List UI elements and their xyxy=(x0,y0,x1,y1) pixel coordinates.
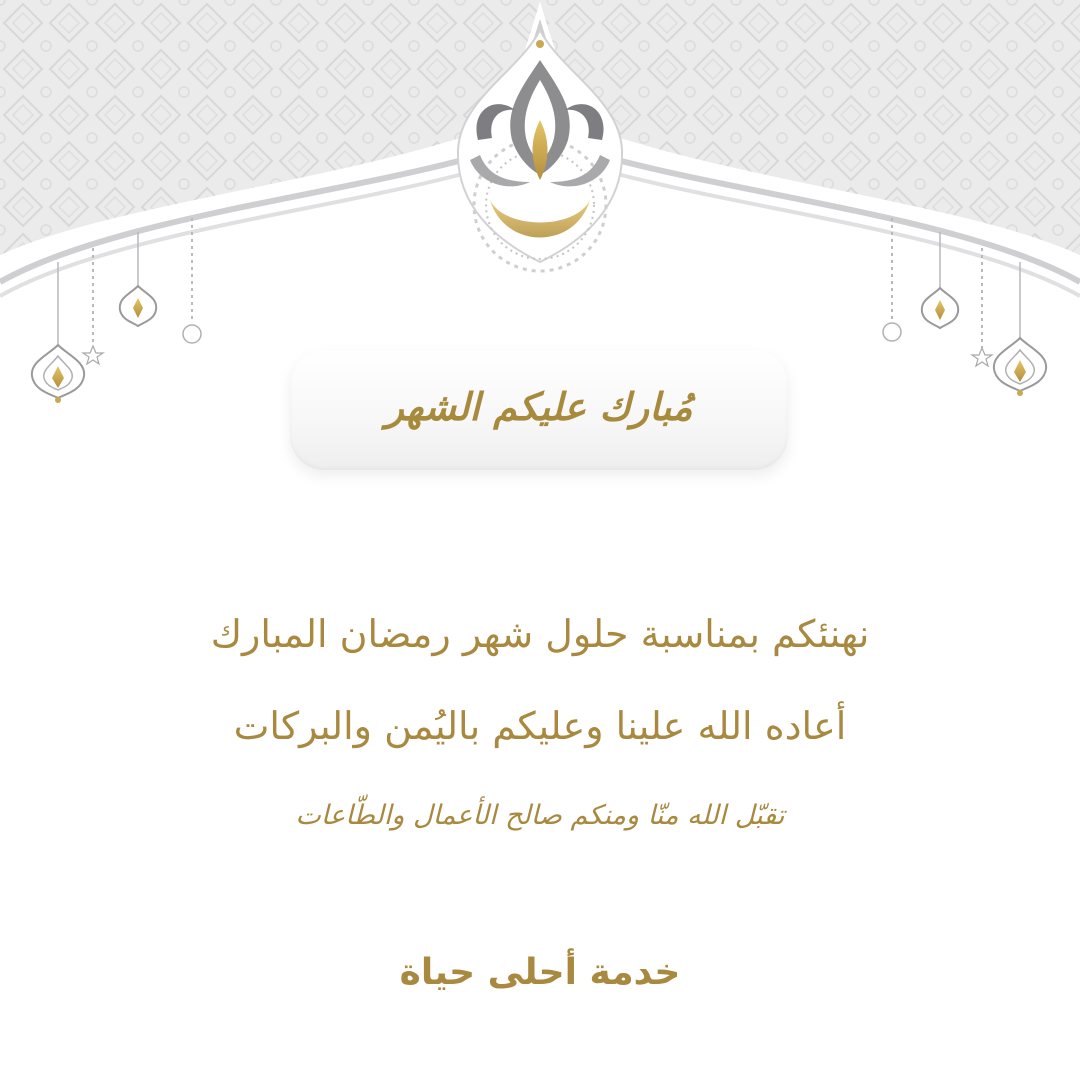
banner-title: مُبارك عليكم الشهر xyxy=(385,384,693,429)
greeting-line-1: نهنئكم بمناسبة حلول شهر رمضان المبارك xyxy=(210,612,870,656)
hanging-star-icon xyxy=(972,248,992,366)
hanging-lantern-icon xyxy=(120,286,156,326)
greeting-line-2: أعاده الله علينا وعليكم باليُمن والبركات xyxy=(233,704,847,748)
hanging-star-icon xyxy=(83,248,103,364)
hanging-moon-icon xyxy=(183,218,201,343)
greeting-line-3: تقبّل الله منّا ومنكم صالح الأعمال والطّاعات xyxy=(295,800,785,831)
hanging-lantern-icon xyxy=(922,288,958,328)
signature: خدمة أحلى حياة xyxy=(399,952,681,993)
hanging-lantern-icon xyxy=(32,345,84,403)
hanging-lantern-icon xyxy=(994,338,1046,396)
title-banner xyxy=(290,350,788,470)
